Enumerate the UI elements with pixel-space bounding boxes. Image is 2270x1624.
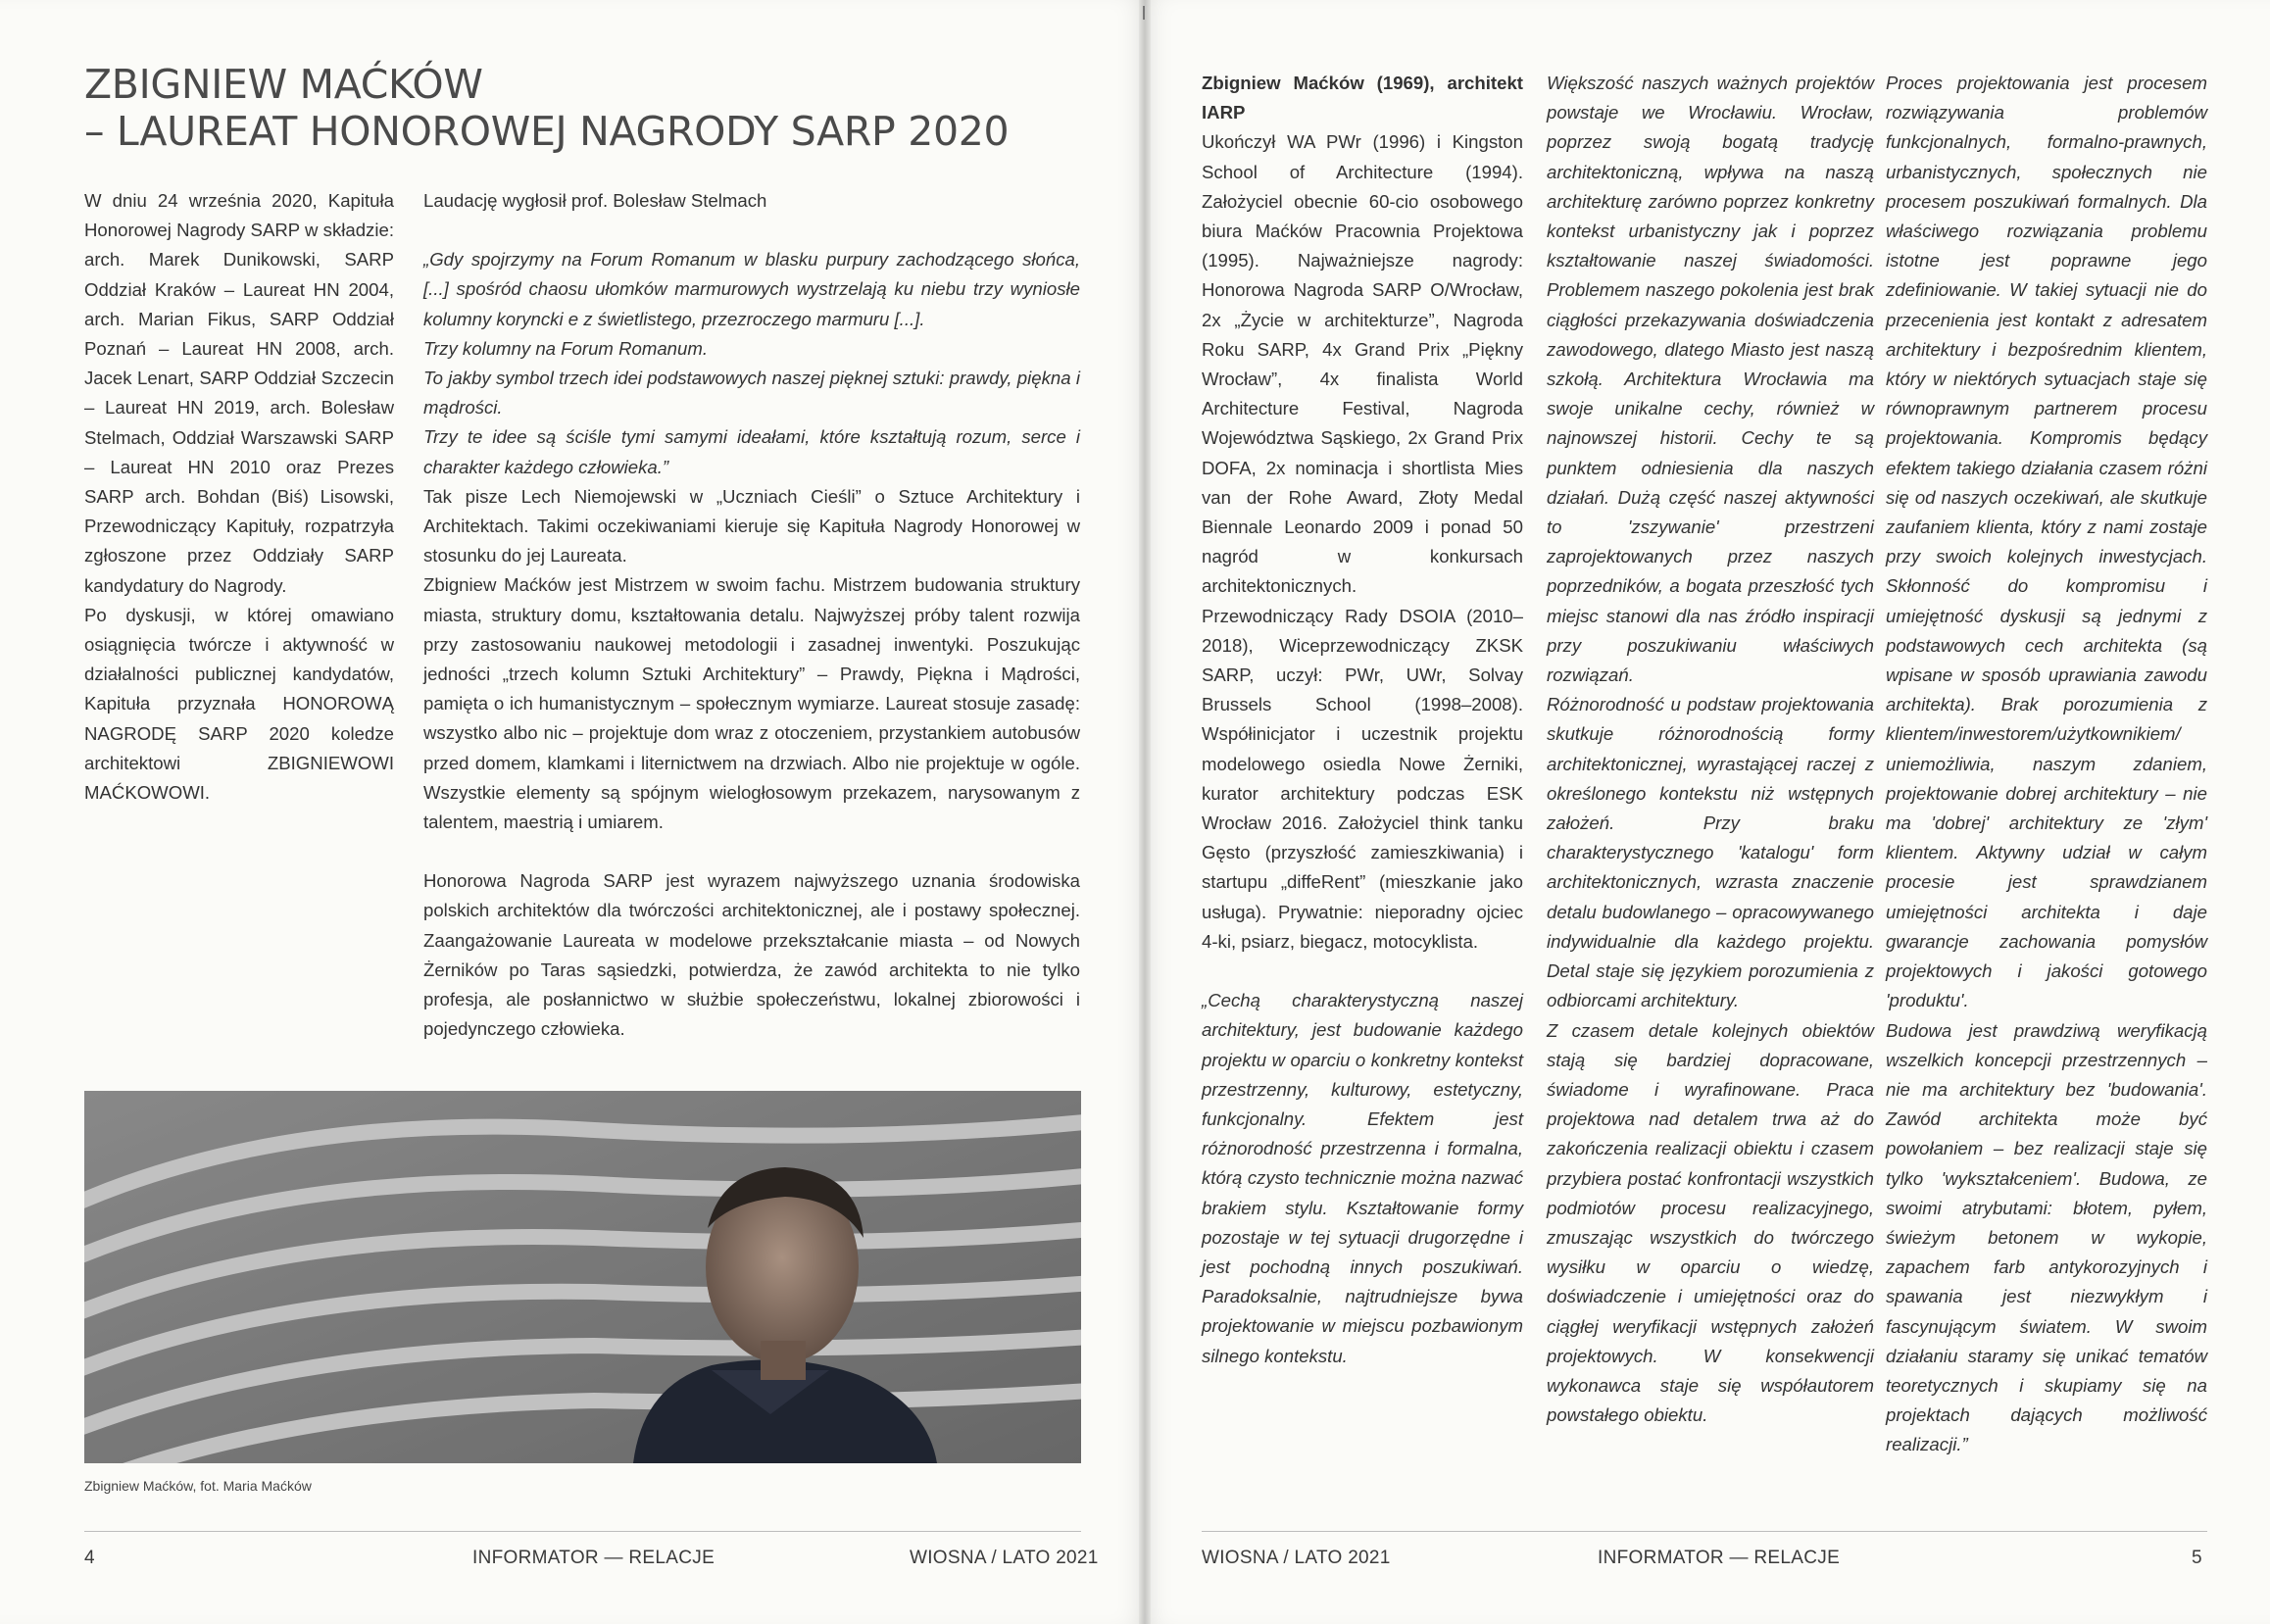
- quote-paragraph: Z czasem detale kolejnych obiektów stają się bardziej dopracowane, świadome i wyrafinowane. Praca projektowa nad detalem trwa aż do zakończenia realizacji obiektu i czasem przybiera postać konfrontacji wszystkich podmiotów procesu realizacyjnego, zmuszając wszystkich do twórczego wysiłku w oparciu o wiedzę, doświadczenie i umiejętności oraz do ciągłej weryfikacji wstępnych założeń projektowych. W konsekwencji wykonawca staje się współautorem powstałego obiektu.: [1547, 1019, 1874, 1426]
- laudation-paragraph: Zbigniew Maćków jest Mistrzem w swoim fachu. Mistrzem budowania struktury miasta, struktury domu, kształtowania detalu. Najwyższej próby talent rozwija przy zastosowaniu naukowej metodologii i zasadnej inwentyki. Poszukując jedności „trzech kolumn Sztuki Architektury” – Prawdy, Piękna i Mądrości, pamięta o ich humanistycznym – społecznym wymiarze. Laureat stosuje zasadę: wszystko albo nic – projektuje dom wraz z otoczeniem, przystankiem autobusów przed domem, klamkami i liternictwem na drzwiach. Albo nie projektuje w ogóle. Wszystkie elementy są spójnym wielogłosowym przekazem, narysowanym z talentem, maestrią i umiarem.: [423, 574, 1080, 833]
- quote-paragraph: Budowa jest prawdziwą weryfikacją wszelkich koncepcji przestrzennych – nie ma architektury bez 'budowania'. Zawód architekta może być powołaniem – bez realizacji staje się tylko 'wykształceniem'. Budowa, ze swoimi atrybutami: błotem, pyłem, świeżym betonem w wykopie, zapachem farb antykorozyjnych i spawania jest niezwykłym i fascynującym światem. W swoim działaniu staramy się unikać tematów teoretycznych i skupiamy się na projektach dających możliwość realizacji.”: [1886, 1019, 2207, 1455]
- quote-line: „Gdy spojrzymy na Forum Romanum w blasku purpury zachodzącego słońca, [...] spośród chaosu ułomków marmurowych wystrzelają ku niebu trzy wyniosłe kolumny koryncki e z świetlistego, przezroczego marmuru [...].: [423, 249, 1080, 329]
- title-line-1: ZBIGNIEW MAĆKÓW: [84, 61, 483, 108]
- bio-paragraph: Ukończył WA PWr (1996) i Kingston School of Architecture (1994). Założyciel obecnie 60-cio osobowego biura Maćków Pracownia Projektowa (1995). Najważniejsze nagrody: Honorowa Nagroda SARP O/Wrocław, 2x „Życie w architekturze”, Nagroda Roku SARP, 4x Grand Prix „Piękny Wrocław”, 4x finalista World Architecture Festival, Nagroda Województwa Sąskiego, 2x Grand Prix DOFA, 2x nominacja i shortlista Mies van der Rohe Award, Złoty Medal Biennale Leonardo 2009 i ponad 50 nagród w konkursach architektonicznych.: [1202, 131, 1523, 597]
- intro-paragraph: W dniu 24 września 2020, Kapituła Honorowej Nagrody SARP w składzie: arch. Marek Dunikowski, SARP Oddział Kraków – Laureat HN 2004, arch. Marian Fikus, SARP Oddział Poznań – Laureat HN 2008, arch. Jacek Lenart, SARP Oddział Szczecin – Laureat HN 2019, arch. Bolesław Stelmach, Oddział Warszawski SARP – Laureat HN 2010 oraz Prezes SARP arch. Bohdan (Biś) Lisowski, Przewodniczący Kapituły, rozpatrzyła zgłoszone przez Oddziały SARP kandydatury do Nagrody.: [84, 190, 394, 596]
- bio-column: [1202, 69, 1523, 1371]
- footer-issue-right: WIOSNA / LATO 2021: [1202, 1548, 1391, 1568]
- photo-caption: Zbigniew Maćków, fot. Maria Maćków: [84, 1478, 312, 1494]
- portrait-photo: [84, 1091, 1081, 1463]
- book-spine: [1139, 0, 1151, 1624]
- page-number-left: 4: [84, 1548, 95, 1568]
- quote-line: Trzy te idee są ściśle tymi samymi ideałami, które kształtują rozum, serce i charakter każdego człowieka.”: [423, 426, 1080, 477]
- quote-paragraph: Proces projektowania jest procesem rozwiązywania problemów funkcjonalnych, formalno-prawnych, urbanistycznych, społecznych nie procesem poszukiwań formalnych. Dla właściwego rozwiązania problemu istotne jest poprawne jego zdefiniowanie. W takiej sytuacji nie do przecenienia jest kontakt z adresatem architektury i bezpośrednim klientem, który w niektórych sytuacjach staje się równoprawnym partnerem procesu projektowania. Kompromis będący efektem takiego działania czasem różni się od naszych oczekiwań, ale skutkuje zaufaniem klienta, który z nami zostaje przy swoich kolejnych inwestycjach. Skłonność do kompromisu i umiejętność dyskusji są jednymi z podstawowych cech architekta (są wpisane w sposób uprawiania zawodu architekta). Brak porozumienia z klientem/inwestorem/użytkownikiem/ uniemożliwia, naszym zdaniem, projektowanie dobrej architektury – nie ma 'dobrej' architektury ze 'złym' klientem. Aktywny udział w całym procesie jest sprawdzianem umiejętności architekta i daje gwarancje zachowania pomysłów projektowych i jakości gotowego 'produktu'.: [1886, 73, 2207, 1011]
- intro-paragraph: Po dyskusji, w której omawiano osiągnięcia twórcze i aktywność w działalności publicznej kandydatów, Kapituła przyznała HONOROWĄ NAGRODĘ SARP 2020 koledze architektowi ZBIGNIEWOWI MAĆKOWOWI.: [84, 604, 394, 804]
- laudation-intro: Laudację wygłosił prof. Bolesław Stelmach: [423, 190, 767, 211]
- spine-mark: [1143, 6, 1145, 20]
- laudation-paragraph: Honorowa Nagroda SARP jest wyrazem najwyższego uznania środowiska polskich architektów dla twórczości architektonicznej, ale i postawy społecznej. Zaangażowanie Laureata w modelowe przekształcanie miasta – od Nowych Żerników po Taras sąsiedzki, potwierdza, że zawód architekta to nie tylko profesja, ale posłannictwo w służbie społeczeństwu, lokalnej zbiorowości i pojedynczego człowieka.: [423, 870, 1080, 1040]
- bio-quote: „Cechą charakterystyczną naszej architektury, jest budowanie każdego projektu w oparciu o konkretny kontekst przestrzenny, kulturowy, estetyczny, funkcjonalny. Efektem jest różnorodność przestrzenna i formalna, którą czysto technicznie można nazwać brakiem stylu. Kształtowanie formy pozostaje w tej sytuacji drugorzędne i jest pochodną innych poszukiwań. Paradoksalnie, najtrudniejsze bywa projektowanie w miejscu pozbawionym silnego kontekstu.: [1202, 990, 1523, 1366]
- footer-section-left: INFORMATOR — RELACJE: [472, 1548, 716, 1568]
- quote-column-middle: [1547, 69, 1874, 1430]
- footer-rule-left: [84, 1531, 1081, 1532]
- quote-paragraph: Większość naszych ważnych projektów powstaje we Wrocławiu. Wrocław, poprzez swoją bogatą tradycję architektoniczną, wpływa na naszą architekturę zarówno poprzez konkretny kontekst urbanistyczny jak i poprzez kształtowanie naszej świadomości. Problemem naszego pokolenia jest brak ciągłości przekazywania doświadczenia zawodowego, dlatego Miasto jest naszą szkołą. Architektura Wrocławia ma swoje unikalne cechy, również w najnowszej historii. Cechy te są punktem odniesienia dla naszych działań. Dużą część naszej aktywności to 'zszywanie' przestrzeni zaprojektowanych przez naszych poprzedników, a bogata przeszłość tych miejsc stanowi dla nas źródło inspiracji przy poszukiwaniu właściwych rozwiązań.: [1547, 73, 1874, 686]
- intro-column: [84, 186, 394, 808]
- footer-section-right: INFORMATOR — RELACJE: [1598, 1548, 1841, 1568]
- quote-column-right: [1886, 69, 2207, 1460]
- article-title: [84, 61, 1084, 155]
- bio-heading: Zbigniew Maćków (1969), architekt IARP: [1202, 73, 1523, 123]
- page-number-right: 5: [2192, 1548, 2202, 1568]
- quote-paragraph: Różnorodność u podstaw projektowania skutkuje różnorodnością formy architektonicznej, wyrastającej raczej z określonego kontekstu niż wstępnych założeń. Przy braku charakterystycznego 'katalogu' form architektonicznych, wzrasta znaczenie detalu budowlanego – opracowywanego indywidualnie dla każdego projektu. Detal staje się językiem porozumienia z odbiorcami architektury.: [1547, 694, 1874, 1011]
- quote-line: To jakby symbol trzech idei podstawowych naszej pięknej sztuki: prawdy, piękna i mądrości.: [423, 368, 1080, 418]
- bio-paragraph: Przewodniczący Rady DSOIA (2010–2018), Wiceprzewodniczący ZKSK SARP, uczył: PWr, UWr, Solvay Brussels School (1998–2008). Współinicjator i uczestnik projektu modelowego osiedla Nowe Żerniki, kurator architektury podczas ESK Wrocław 2016. Założyciel think tanku Gęsto (przyszłość zamieszkiwania) i startupu „diffeRent” (mieszkanie jako usługa). Prywatnie: nieporadny ojciec 4-ki, psiarz, biegacz, motocyklista.: [1202, 605, 1523, 952]
- footer-rule-right: [1202, 1531, 2207, 1532]
- title-line-2: – LAUREAT HONOROWEJ NAGRODY SARP 2020: [84, 108, 1010, 155]
- footer-issue-left: WIOSNA / LATO 2021: [910, 1548, 1099, 1568]
- laudation-paragraph: Tak pisze Lech Niemojewski w „Uczniach Cieśli” o Sztuce Architektury i Architektach. Takimi oczekiwaniami kieruje się Kapituła Nagrody Honorowej w stosunku do jej Laureata.: [423, 485, 1080, 566]
- laudation-column: [423, 186, 1080, 1044]
- quote-line: Trzy kolumny na Forum Romanum.: [423, 337, 709, 359]
